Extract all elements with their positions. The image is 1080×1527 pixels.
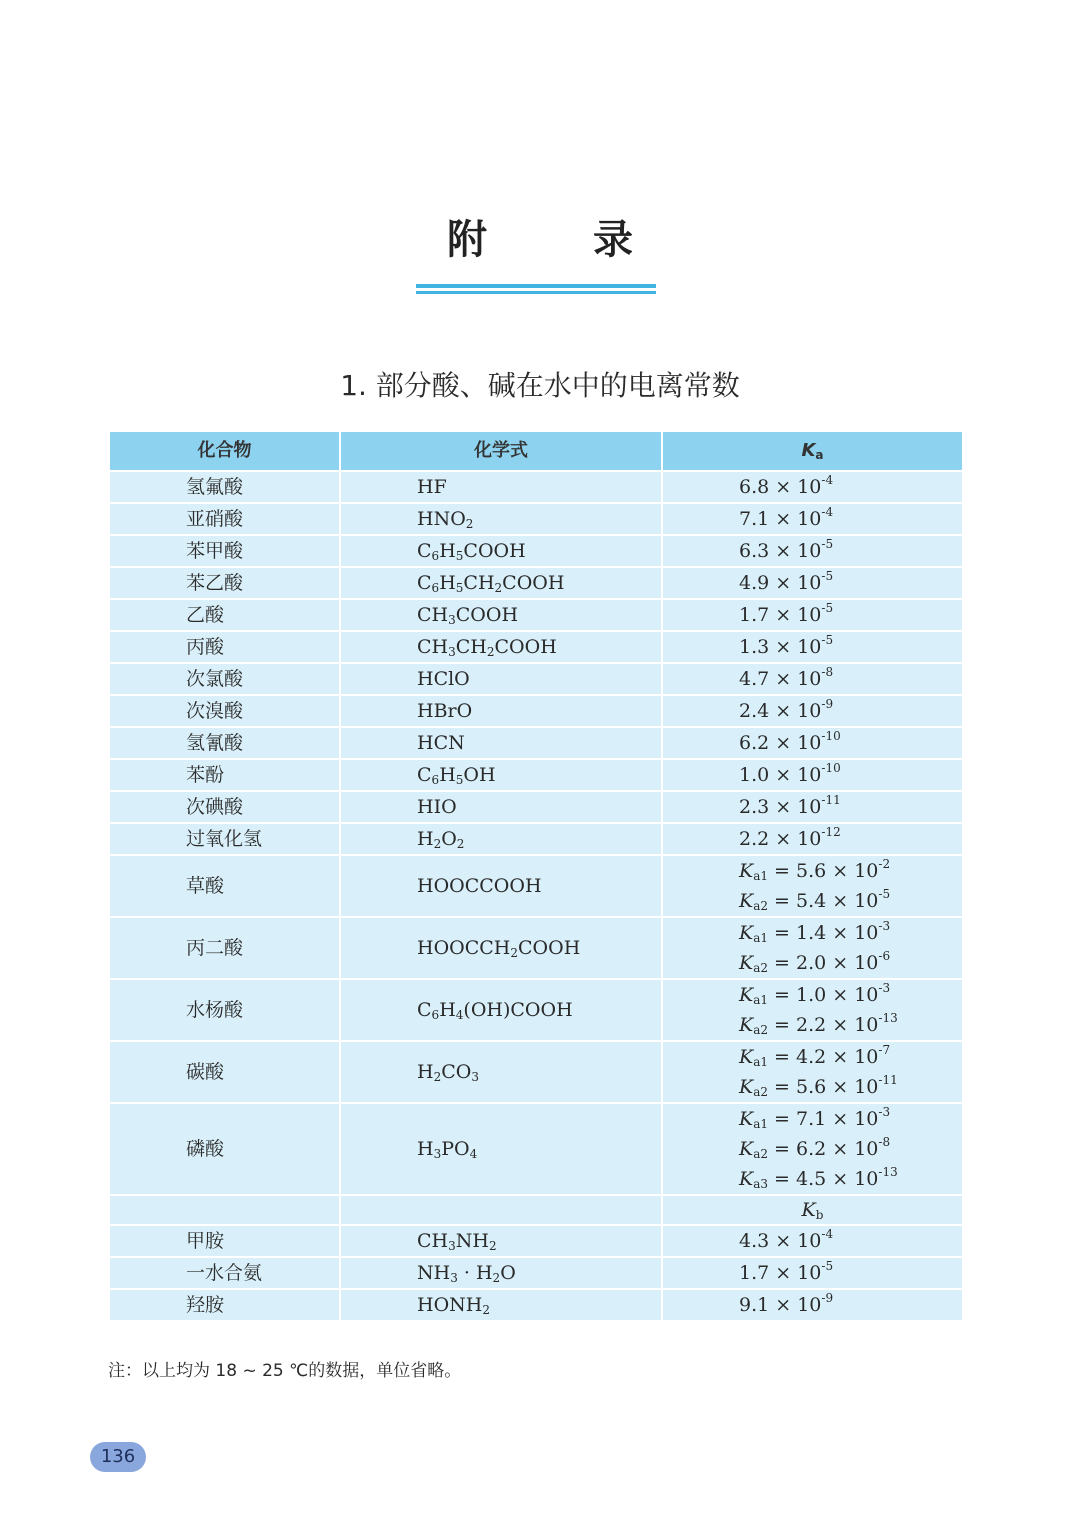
acid-row — [109, 791, 963, 823]
compound-name: 次碘酸 — [109, 791, 340, 823]
acid-row — [109, 535, 963, 567]
acid-row — [109, 631, 963, 663]
compound-name: 磷酸 — [109, 1103, 340, 1195]
constant-value: $4.7 \times 10^{-8}$ — [739, 665, 834, 690]
ionization-constant — [662, 567, 963, 599]
ionization-constant — [662, 1257, 963, 1289]
constant-value: $9.1 \times 10^{-9}$ — [739, 1291, 834, 1316]
constant-value: $1.3 \times 10^{-5}$ — [739, 633, 834, 658]
constant-value: $1.0 \times 10^{-10}$ — [739, 761, 841, 786]
base-row — [109, 1225, 963, 1257]
acid-row — [109, 663, 963, 695]
constant-value: $K_{a1} = 1.4 \times 10^{-3}$ — [739, 919, 891, 945]
ionization-constant — [662, 917, 963, 979]
footnote: 注：以上均为 18 ~ 25 ℃的数据，单位省略。 — [108, 1361, 462, 1381]
compound-name: 亚硝酸 — [109, 503, 340, 535]
ionization-constant — [662, 1103, 963, 1195]
ionization-constant — [662, 471, 963, 503]
ionization-constant — [662, 1225, 963, 1257]
constant-value: $K_{a1} = 4.2 \times 10^{-7}$ — [739, 1043, 891, 1069]
ionization-constant — [662, 1041, 963, 1103]
ionization-constant-table — [108, 430, 964, 1322]
empty-cell — [109, 1195, 340, 1225]
ionization-constant — [662, 727, 963, 759]
constant-value: $1.7 \times 10^{-5}$ — [739, 1259, 834, 1284]
constant-value: $7.1 \times 10^{-4}$ — [739, 505, 834, 530]
chemical-formula: $C_6H_4(OH)COOH$ — [340, 979, 662, 1041]
constant-value: $4.3 \times 10^{-4}$ — [739, 1227, 834, 1252]
constant-value: $6.8 \times 10^{-4}$ — [739, 473, 834, 498]
ionization-constant — [662, 855, 963, 917]
column-header-compound: 化合物 — [109, 431, 340, 471]
acid-row — [109, 1103, 963, 1195]
compound-name: 乙酸 — [109, 599, 340, 631]
acid-row — [109, 917, 963, 979]
column-header-ka: $K_a$ — [662, 431, 963, 471]
base-row — [109, 1289, 963, 1321]
ionization-constant — [662, 535, 963, 567]
constant-value: $2.3 \times 10^{-11}$ — [739, 793, 841, 818]
chemical-formula: HBrO — [340, 695, 662, 727]
compound-name: 氢氰酸 — [109, 727, 340, 759]
compound-name: 一水合氨 — [109, 1257, 340, 1289]
chemical-formula: $HNO_2$ — [340, 503, 662, 535]
chemical-formula: $C_6H_5CH_2COOH$ — [340, 567, 662, 599]
ionization-constant — [662, 663, 963, 695]
ionization-constant — [662, 759, 963, 791]
constant-value: $K_{a2} = 5.4 \times 10^{-5}$ — [739, 887, 891, 913]
ionization-constant — [662, 1289, 963, 1321]
ionization-constant — [662, 599, 963, 631]
compound-name: 甲胺 — [109, 1225, 340, 1257]
title-underline — [416, 284, 656, 288]
constant-value: $6.2 \times 10^{-10}$ — [739, 729, 841, 754]
table-header-row — [109, 431, 963, 471]
constant-value: $K_{a1} = 1.0 \times 10^{-3}$ — [739, 981, 891, 1007]
compound-name: 水杨酸 — [109, 979, 340, 1041]
constant-value: $K_{a2} = 2.0 \times 10^{-6}$ — [739, 949, 891, 975]
column-header-kb: $K_b$ — [662, 1195, 963, 1225]
chemical-formula: HCN — [340, 727, 662, 759]
acid-row — [109, 759, 963, 791]
constant-value: $K_{a1} = 5.6 \times 10^{-2}$ — [739, 857, 891, 883]
chemical-formula: HClO — [340, 663, 662, 695]
acid-row — [109, 979, 963, 1041]
compound-name: 苯酚 — [109, 759, 340, 791]
chemical-formula: $H_3PO_4$ — [340, 1103, 662, 1195]
ionization-constant — [662, 631, 963, 663]
acid-row — [109, 503, 963, 535]
chemical-formula: HIO — [340, 791, 662, 823]
chemical-formula: HF — [340, 471, 662, 503]
chemical-formula: $HOOCCH_2COOH$ — [340, 917, 662, 979]
compound-name: 苯乙酸 — [109, 567, 340, 599]
constant-value: $K_{a2} = 6.2 \times 10^{-8}$ — [739, 1135, 891, 1161]
ionization-constant — [662, 503, 963, 535]
compound-name: 次氯酸 — [109, 663, 340, 695]
compound-name: 羟胺 — [109, 1289, 340, 1321]
acid-row — [109, 567, 963, 599]
chemical-formula: $CH_3NH_2$ — [340, 1225, 662, 1257]
chemical-formula: $CH_3COOH$ — [340, 599, 662, 631]
compound-name: 苯甲酸 — [109, 535, 340, 567]
compound-name: 丙酸 — [109, 631, 340, 663]
ionization-constant — [662, 791, 963, 823]
acid-row — [109, 471, 963, 503]
constant-value: $K_{a1} = 7.1 \times 10^{-3}$ — [739, 1105, 891, 1131]
chemical-formula: HOOCCOOH — [340, 855, 662, 917]
chemical-formula: $HONH_2$ — [340, 1289, 662, 1321]
base-row — [109, 1257, 963, 1289]
constant-value: $4.9 \times 10^{-5}$ — [739, 569, 834, 594]
chemical-formula: $C_6H_5OH$ — [340, 759, 662, 791]
acid-row — [109, 727, 963, 759]
acid-row — [109, 599, 963, 631]
kb-header-row — [109, 1195, 963, 1225]
constant-value: $K_{a2} = 2.2 \times 10^{-13}$ — [739, 1011, 898, 1037]
constant-value: $1.7 \times 10^{-5}$ — [739, 601, 834, 626]
column-header-formula: 化学式 — [340, 431, 662, 471]
ionization-constant — [662, 979, 963, 1041]
page-number-badge: 136 — [90, 1442, 146, 1472]
ionization-constant — [662, 695, 963, 727]
compound-name: 丙二酸 — [109, 917, 340, 979]
acid-row — [109, 1041, 963, 1103]
chemical-formula: $CH_3CH_2COOH$ — [340, 631, 662, 663]
acid-row — [109, 695, 963, 727]
compound-name: 碳酸 — [109, 1041, 340, 1103]
section-heading: 1. 部分酸、碱在水中的电离常数 — [340, 369, 740, 402]
empty-cell — [340, 1195, 662, 1225]
ionization-constant — [662, 823, 963, 855]
compound-name: 次溴酸 — [109, 695, 340, 727]
compound-name: 氢氟酸 — [109, 471, 340, 503]
constant-value: $K_{a2} = 5.6 \times 10^{-11}$ — [739, 1073, 898, 1099]
constant-value: $6.3 \times 10^{-5}$ — [739, 537, 834, 562]
chemical-formula: $NH_3 \cdot H_2O$ — [340, 1257, 662, 1289]
constant-value: $2.4 \times 10^{-9}$ — [739, 697, 834, 722]
chemical-formula: $H_2O_2$ — [340, 823, 662, 855]
compound-name: 草酸 — [109, 855, 340, 917]
constant-value: $2.2 \times 10^{-12}$ — [739, 825, 841, 850]
constant-value: $K_{a3} = 4.5 \times 10^{-13}$ — [739, 1165, 898, 1191]
compound-name: 过氧化氢 — [109, 823, 340, 855]
chemical-formula: $H_2CO_3$ — [340, 1041, 662, 1103]
chemical-formula: $C_6H_5COOH$ — [340, 535, 662, 567]
page-title: 附 录 — [447, 217, 679, 263]
acid-row — [109, 855, 963, 917]
title-underline-secondary — [416, 291, 656, 294]
acid-row — [109, 823, 963, 855]
